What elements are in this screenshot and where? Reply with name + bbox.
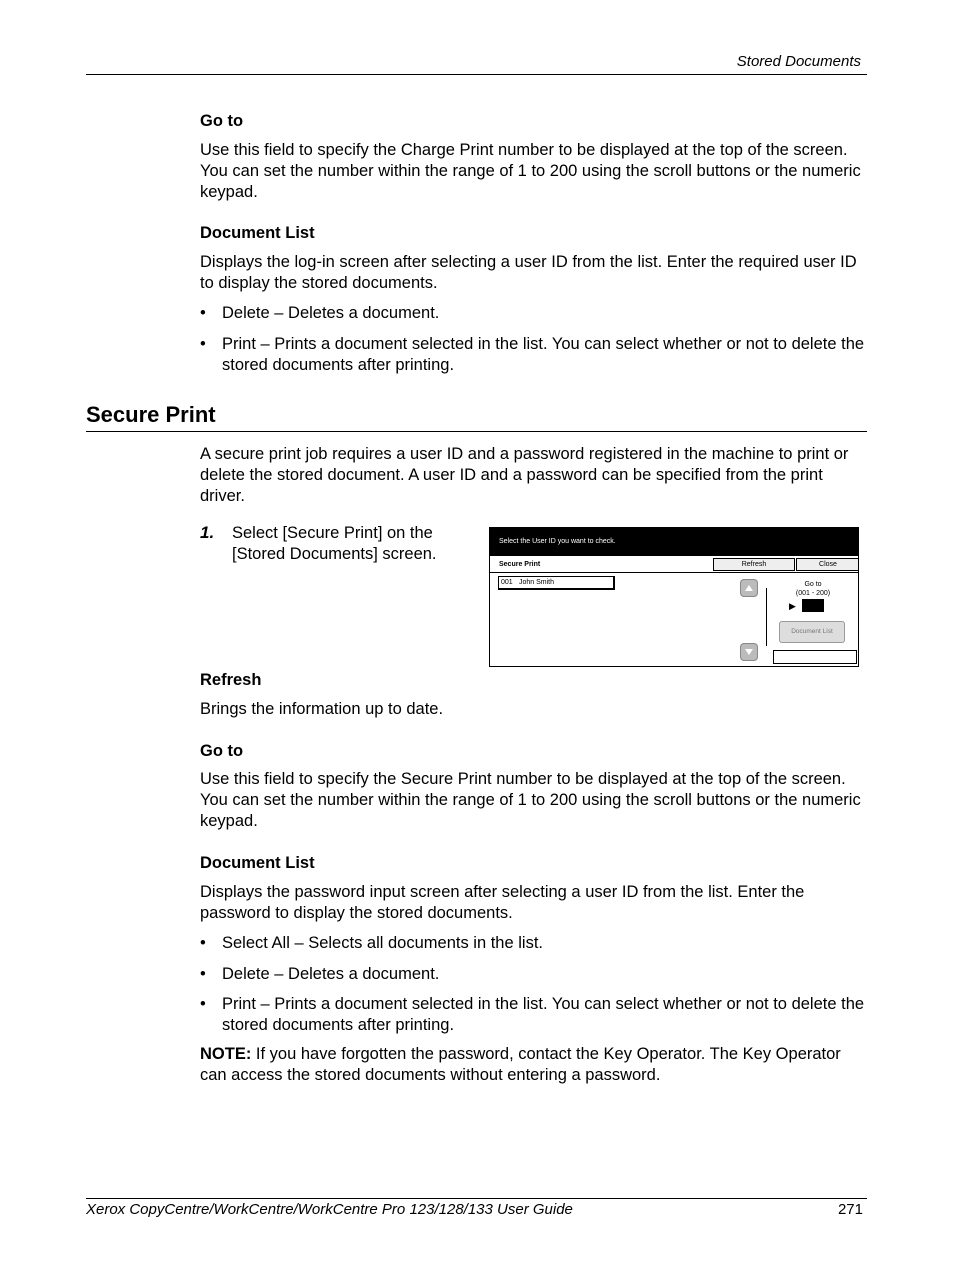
step-number: 1. [200, 523, 215, 542]
goto-range: (001 - 200) [795, 590, 831, 597]
triangle-up-icon [744, 584, 754, 592]
bullet-text: Print – Prints a document selected in the list. You can select whether or not to delete the stored documents after printing. [222, 335, 865, 374]
section-rule [86, 431, 867, 432]
note [200, 1044, 868, 1086]
note-text: If you have forgotten the password, contact the Key Operator. The Key Operator can access the stored documents without entering a password. [200, 1045, 841, 1084]
bullet-text: Delete – Deletes a document. [222, 304, 440, 322]
goto-label [790, 580, 836, 598]
secure-print-screen [489, 527, 859, 667]
screen-title: Secure Print [499, 561, 541, 568]
user-id: 001 [501, 579, 513, 586]
footer [86, 1201, 863, 1218]
section-heading: Secure Print [86, 402, 216, 427]
scroll-up-button[interactable] [740, 579, 758, 597]
bullet-text: Print – Prints a document selected in the list. You can select whether or not to delete the stored documents after printing. [222, 995, 865, 1034]
status-field [773, 650, 857, 664]
screen-prompt-bar [490, 528, 859, 556]
secure-print-intro: A secure print job requires a user ID and a password registered in the machine to print or delete the stored document. A user ID and a password can be specified from the print driver. [200, 445, 849, 505]
divider [766, 588, 767, 646]
triangle-down-icon [744, 648, 754, 656]
screen-prompt: Select the User ID you want to check. [499, 538, 616, 545]
goto-description: Use this field to specify the Secure Print number to be displayed at the top of the screen. You can set the number within the range of 1 to 200 using the scroll buttons or the numeric keypad. [200, 770, 861, 830]
page-number: 271 [837, 1201, 863, 1218]
doclist-description: Displays the password input screen after selecting a user ID from the list. Enter the password to display the stored documents. [200, 883, 805, 922]
user-name: John Smith [519, 579, 555, 586]
goto-label-text: Go to [804, 581, 822, 588]
refresh-heading: Refresh [200, 671, 262, 689]
running-header: Stored Documents [736, 53, 861, 70]
footer-rule [86, 1198, 867, 1199]
goto-description: Use this field to specify the Charge Print number to be displayed at the top of the screen. You can set the number within the range of 1 to 200 using the scroll buttons or the numeric keypad. [200, 141, 861, 201]
user-list-item[interactable] [498, 576, 615, 590]
header-rule [86, 74, 867, 75]
doclist-description: Displays the log-in screen after selecting a user ID from the list. Enter the required user ID to display the stored documents. [200, 253, 857, 292]
bullet-text: Delete – Deletes a document. [222, 965, 440, 983]
step-text: Select [Secure Print] on the [Stored Documents] screen. [232, 524, 437, 563]
bullet-item: • Select All – Selects all documents in the list. [200, 934, 543, 952]
goto-heading: Go to [200, 742, 244, 760]
screen-title-bar [490, 556, 859, 573]
bullet-item: • Delete – Deletes a document. [200, 304, 440, 322]
doclist-heading: Document List [200, 854, 315, 872]
guide-title: Xerox CopyCentre/WorkCentre/WorkCentre Pro 123/128/133 User Guide [86, 1201, 573, 1218]
close-button[interactable]: Close [796, 558, 859, 571]
scroll-down-button[interactable] [740, 643, 758, 661]
refresh-description: Brings the information up to date. [200, 700, 444, 718]
goto-heading: Go to [200, 112, 244, 130]
pointer-arrow-icon: ▶ [789, 601, 796, 611]
bullet-item: • Print – Prints a document selected in the list. You can select whether or not to delete the stored documents after printing. [200, 335, 865, 374]
doclist-heading: Document List [200, 224, 315, 242]
bullet-text: Select All – Selects all documents in the list. [222, 934, 543, 952]
refresh-button[interactable]: Refresh [713, 558, 795, 571]
bullet-item: • Delete – Deletes a document. [200, 965, 440, 983]
bullet-item: • Print – Prints a document selected in the list. You can select whether or not to delete the stored documents after printing. [200, 995, 865, 1034]
goto-input[interactable] [802, 599, 824, 612]
document-list-button[interactable]: Document List [779, 621, 845, 643]
note-label: NOTE: [200, 1045, 252, 1063]
